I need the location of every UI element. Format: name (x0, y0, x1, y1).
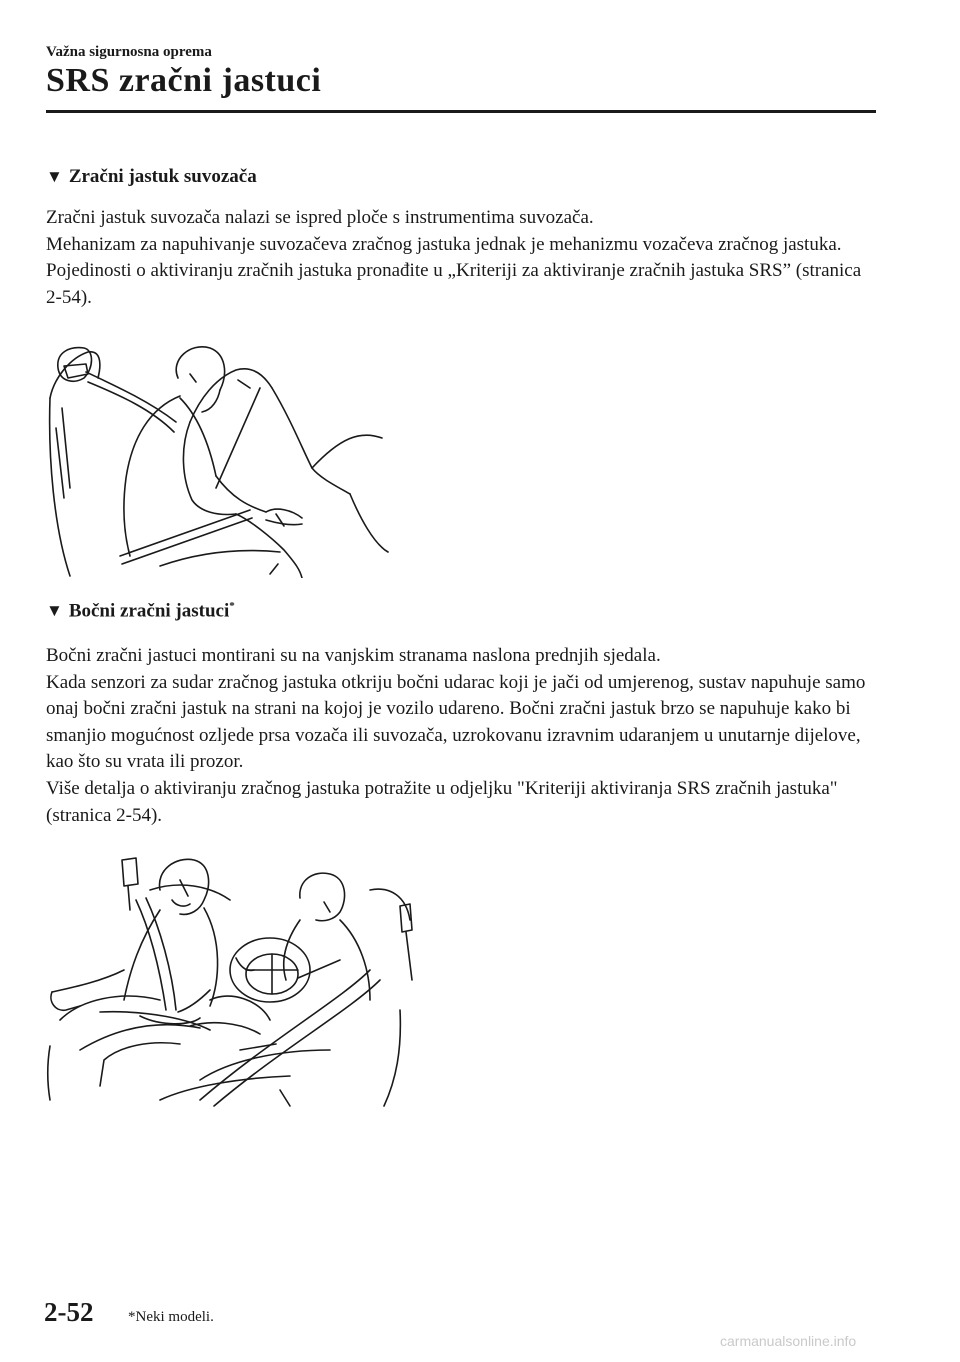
side-airbags-illustration (40, 850, 440, 1110)
page-title: SRS zračni jastuci (46, 62, 322, 99)
footnote: *Neki modeli. (128, 1309, 214, 1325)
section-label: Važna sigurnosna oprema (46, 44, 212, 60)
paragraph: Zračni jastuk suvozača nalazi se ispred ploče s instrumentima suvozača. (46, 207, 594, 228)
paragraph: Više detalja o aktiviranju zračnog jastuka potražite u odjeljku "Kriteriji aktiviranja SRS zračnih jastuka" (stranica 2-54). (46, 777, 838, 826)
watermark: carmanualsonline.info (720, 1333, 857, 1349)
passenger-airbag-text (46, 205, 876, 311)
passenger-airbag-illustration (40, 338, 400, 578)
paragraph: Kada senzori za sudar zračnog jastuka otkriju bočni udarac koji je jači od umjerenog, sustav napuhuje samo onaj bočni zračni jastuk na strani na kojoj je vozilo udareno. Bočni zračni jastuk brzo se napuhuje kako bi smanjio mogućnost ozljede prsa vozača ili suvozača, uzrokovanu izravnim udaranjem u unutarnje dijelove, kao što su vrata ili prozor. (46, 671, 866, 773)
paragraph: Mehanizam za napuhivanje suvozačeva zračnog jastuka jednak je mehanizmu vozačeva zračnog jastuka. (46, 233, 842, 255)
header-divider (46, 110, 876, 113)
footnote-marker: * (229, 600, 235, 612)
page-number: 2-52 (44, 1297, 94, 1327)
heading-text: Zračni jastuk suvozača (68, 166, 257, 187)
heading-text: Bočni zračni jastuci (68, 600, 230, 622)
section-heading-side-airbags (46, 600, 235, 622)
paragraph: Bočni zračni jastuci montirani su na vanjskim stranama naslona prednjih sjedala. (46, 645, 661, 666)
triangle-down-icon: ▼ (46, 167, 63, 186)
paragraph: Pojedinosti o aktiviranju zračnih jastuka pronađite u „Kriteriji za aktiviranje zračnih jastuka SRS” (stranica 2-54). (46, 260, 862, 308)
side-airbags-text (46, 643, 876, 829)
triangle-down-icon: ▼ (46, 601, 63, 621)
section-heading-passenger-airbag (46, 166, 257, 188)
